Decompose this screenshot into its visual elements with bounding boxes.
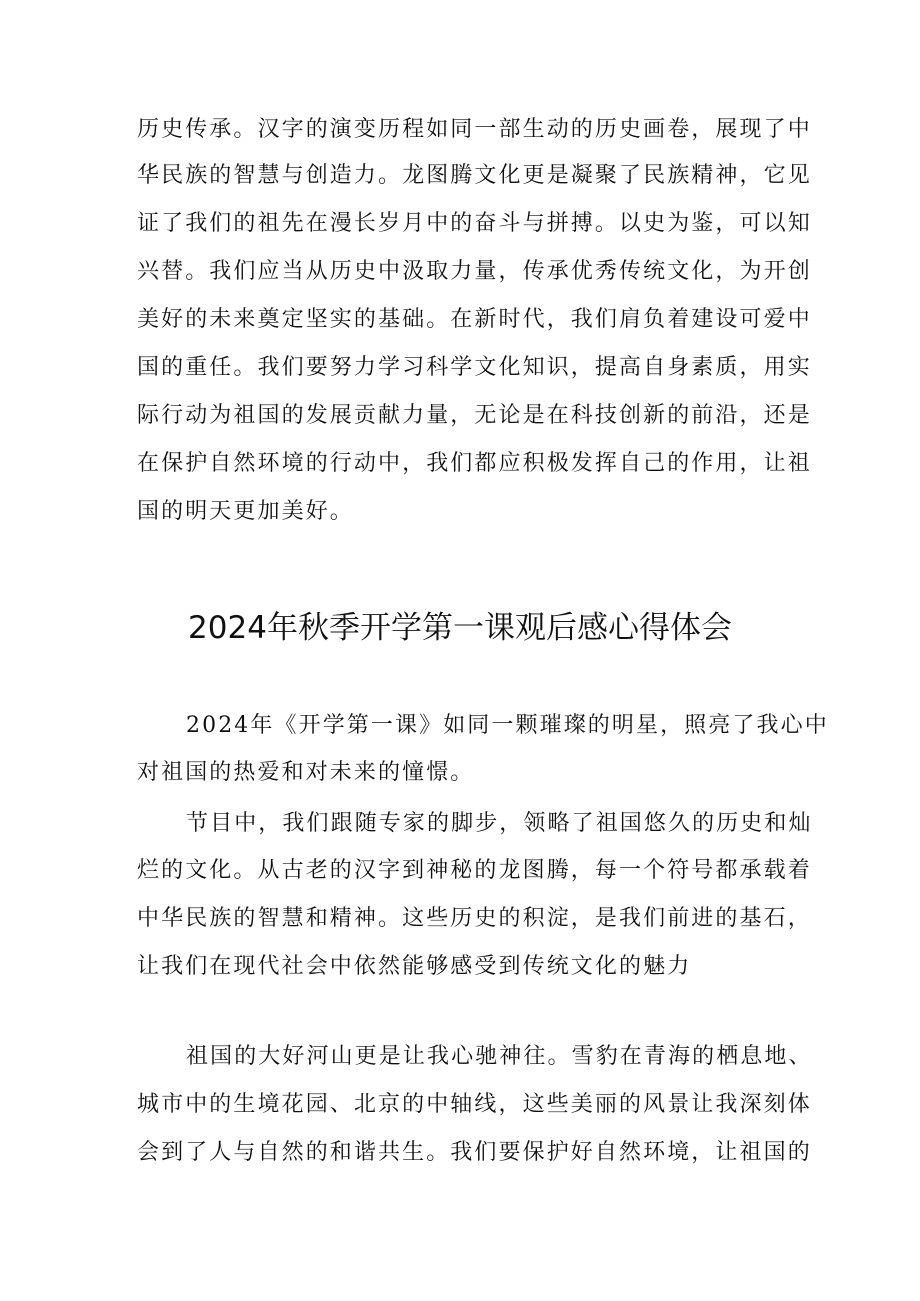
body-text-line: 国的明天更加美好。 — [137, 499, 354, 524]
body-text-line: 祖国的大好河山更是让我心驰神往。雪豹在青海的栖息地、 — [186, 1044, 813, 1069]
body-text-line: 国的重任。我们要努力学习科学文化知识，提高自身素质，用实 — [137, 355, 812, 380]
body-text-line: 在保护自然环境的行动中，我们都应积极发挥自己的作用，让祖 — [137, 451, 812, 476]
body-text-line: 会到了人与自然的和谐共生。我们要保护好自然环境，让祖国的 — [137, 1140, 812, 1165]
body-text-line: 华民族的智慧与创造力。龙图腾文化更是凝聚了民族精神，它见 — [137, 163, 812, 188]
body-text-line: 2024年《开学第一课》如同一颗璀璨的明星，照亮了我心中 — [186, 713, 829, 738]
body-text-line: 中华民族的智慧和精神。这些历史的积淀，是我们前进的基石， — [137, 906, 812, 931]
body-text-line: 对祖国的热爱和对未来的憧憬。 — [137, 760, 475, 785]
body-text-line: 节目中，我们跟随专家的脚步，领略了祖国悠久的历史和灿 — [186, 811, 813, 836]
body-text-line: 际行动为祖国的发展贡献力量，无论是在科技创新的前沿，还是 — [137, 403, 812, 428]
body-text-line: 烂的文化。从古老的汉字到神秘的龙图腾，每一个符号都承载着 — [137, 858, 812, 883]
body-text-line: 历史传承。汉字的演变历程如同一部生动的历史画卷，展现了中 — [137, 117, 812, 142]
body-text-line: 证了我们的祖先在漫长岁月中的奋斗与拼搏。以史为鉴，可以知 — [137, 211, 812, 236]
body-text-line: 美好的未来奠定坚实的基础。在新时代，我们肩负着建设可爱中 — [137, 307, 812, 332]
body-text-line: 城市中的生境花园、北京的中轴线，这些美丽的风景让我深刻体 — [137, 1092, 812, 1117]
body-text-line: 兴替。我们应当从历史中汲取力量，传承优秀传统文化，为开创 — [137, 259, 812, 284]
body-text-line: 让我们在现代社会中依然能够感受到传统文化的魅力 — [137, 954, 692, 979]
article-title: 2024年秋季开学第一课观后感心得体会 — [188, 610, 732, 646]
